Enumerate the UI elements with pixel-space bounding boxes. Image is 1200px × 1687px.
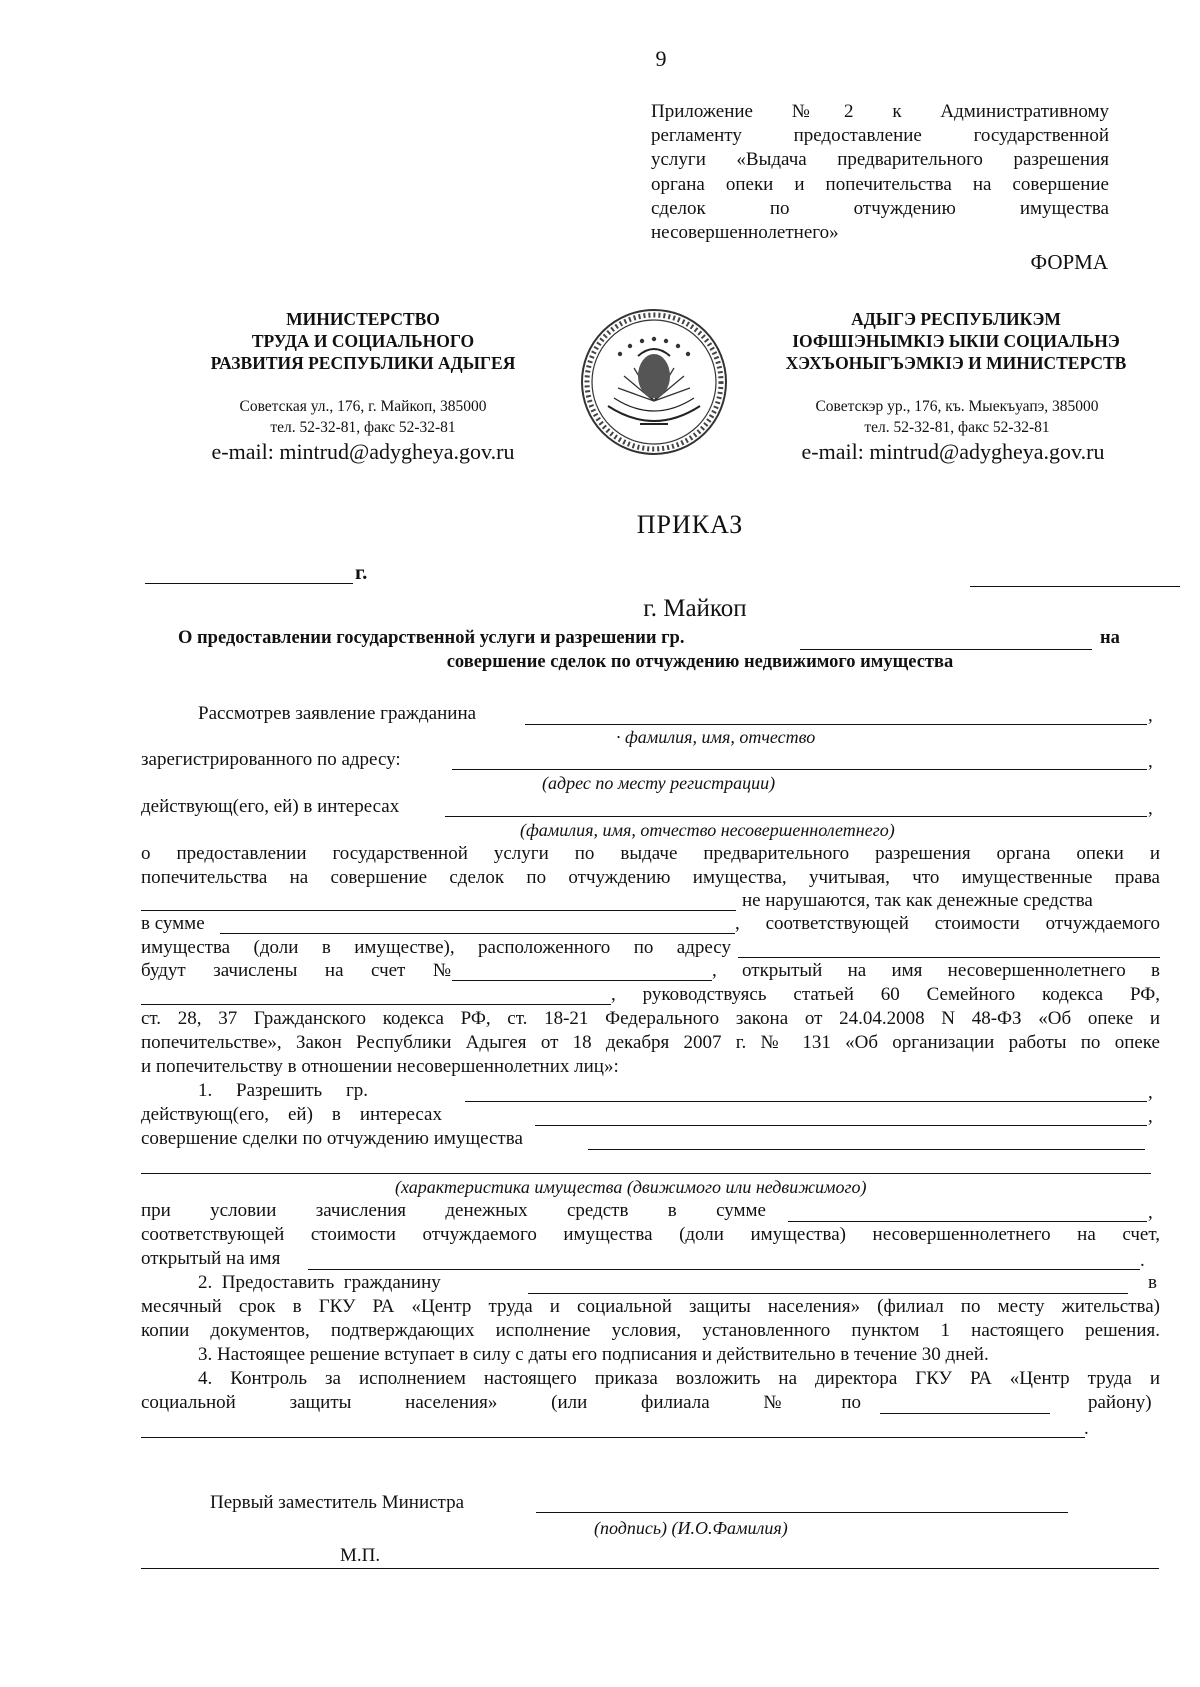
date-suffix: г. [355,560,368,584]
subject-line-2: совершение сделок по отчуждению недвижимого имущества [446,652,954,672]
branch-blank [880,1413,1050,1414]
acting-label: действующ(его, ей) в интересах [141,796,400,817]
account-blank [452,980,712,981]
date-blank-line [145,583,353,584]
appendix-line: сделок по отчуждению имущества [651,197,1109,219]
phone-line: тел. 52-32-81, факс 52-32-81 [270,419,456,436]
hint-address: (адрес по месту регистрации) [542,773,776,793]
period: . [1140,1250,1145,1271]
subject-name-blank [800,649,1092,650]
appendix-line: регламенту предоставление государственной [651,125,1109,147]
bottom-rule [141,1568,1159,1569]
item-2-line: копии документов, подтверждающих исполнение условия, установленного пунктом 1 настоящего решения. [141,1320,1160,1341]
item-2-line: месячный срок в ГКУ РА «Центр труда и социальной защиты населения» (филиал по месту жительства) [141,1296,1160,1317]
body-paragraph-line: попечительстве», Закон Республики Адыгея от 18 декабря 2007 г. № 131 «Об организации работы по опеке [141,1032,1160,1053]
page-number: 9 [655,46,667,71]
hint-fio: · фамилия, имя, отчество [616,727,816,747]
bank-blank [141,1004,611,1005]
ministry-name-line: IОФШIЭНЫМКIЭ ЫКIИ СОЦИАЛЬНЭ [792,331,1120,351]
appendix-line: органа опеки и попечительства на совершение [651,173,1109,195]
item-1-deal: совершение сделки по отчуждению имущества [141,1128,523,1149]
body-paragraph-line: о предоставлении государственной услуги по выдаче предварительного разрешения органа опеки и [141,843,1160,864]
item-2-label: 2. Предоставить гражданину [198,1272,441,1293]
condition-line: открытый на имя [141,1248,281,1269]
sum-blank [220,933,735,934]
property-address-blank [738,957,1160,958]
appendix-line: Приложение №2 к Административному [651,101,1109,122]
subject-line-1-end: на [1100,628,1120,648]
director-blank [141,1437,1085,1438]
city-name: г. Майкоп [643,595,747,622]
item-1-label: 1. Разрешить гр. [198,1080,368,1101]
body-paragraph-line: , открытый на имя несовершеннолетнего в [712,960,1160,981]
body-paragraph-line: и попечительству в отношении несовершеннолетних лиц»: [141,1056,619,1077]
account-holder-blank [308,1269,1140,1270]
comma: , [1148,1106,1153,1127]
subject-line-1: О предоставлении государственной услуги и разрешении гр. [178,628,685,648]
condition-line: соответствующей стоимости отчуждаемого имущества (доли имущества) несовершеннолетнего на счет, [141,1224,1160,1245]
order-number-blank-line [970,586,1180,587]
comma: , [1148,798,1153,819]
signer-role: Первый заместитель Министра [210,1492,465,1513]
ministry-address-russian [158,396,568,438]
period: . [1084,1418,1089,1439]
registered-label: зарегистрированного по адресу: [141,749,401,770]
appendix-line: несовершеннолетнего» [651,222,839,244]
considered-label: Рассмотрев заявление гражданина [198,703,477,724]
sum-label: в сумме [141,913,205,934]
email-left: e-mail: mintrud@adygheya.gov.ru [211,439,515,464]
provide-citizen-blank [528,1293,1128,1294]
permit-citizen-blank [465,1101,1147,1102]
ministry-address-adyghe [752,396,1162,438]
body-paragraph-line: , руководствуясь статьей 60 Семейного кодекса РФ, [611,984,1160,1005]
item-4: 4. Контроль за исполнением настоящего приказа возложить на директора ГКУ РА «Центр труда и [198,1368,1160,1389]
comma: , [1148,751,1153,772]
item-1-acting: действующ(его, ей) в интересах [141,1104,442,1125]
item-4-end: району) [1088,1392,1152,1413]
condition-sum-blank [788,1221,1147,1222]
seal-label: М.П. [340,1545,381,1566]
address-blank [452,769,1147,770]
comma: , [1148,1082,1153,1103]
form-label: ФОРМА [1030,250,1108,274]
comma: , [1148,705,1153,726]
minor-name-blank [445,816,1147,817]
comma: , [1148,1202,1153,1223]
body-paragraph-line: не нарушаются, так как денежные средства [742,890,1093,911]
applicant-name-blank [525,724,1147,725]
account-label: будут зачислены на счет № [141,960,451,981]
body-paragraph-line: имущества (доли в имуществе), расположенного по адресу [141,937,731,958]
property-blank-2 [141,1173,1151,1174]
appendix-line: услуги «Выдача предварительного разрешения [651,149,1109,171]
address-line: Советская ул., 176, г. Майкоп, 385000 [239,398,487,415]
body-paragraph-line: попечительства на совершение сделок по отчуждению имущества, учитывая, что имущественные права [141,867,1160,888]
appendix-note [651,100,1109,245]
property-blank [588,1149,1145,1150]
ministry-name-line: МИНИСТЕРСТВО [286,309,440,329]
ministry-name-line: РАЗВИТИЯ РЕСПУБЛИКИ АДЫГЕЯ [210,353,516,373]
signature-blank [536,1512,1068,1513]
ministry-name-adyghe [730,308,1182,374]
coat-of-arms-icon [578,306,730,458]
signature-hint: (подпись) (И.О.Фамилия) [594,1518,788,1538]
item-2-end: в [1148,1272,1157,1293]
condition-line: при условии зачисления денежных средств в сумме [141,1200,766,1221]
ministry-name-line: ХЭХЪОНЫГЪЭМКIЭ И МИНИСТЕРСТВ [785,353,1127,373]
hint-minor: (фамилия, имя, отчество несовершеннолетнего) [520,820,895,840]
hint-property: (характеристика имущества (движимого или недвижимого) [395,1177,867,1197]
item-3: 3. Настоящее решение вступает в силу с даты его подписания и действительно в течение 30 дней. [198,1344,989,1365]
document-title: ПРИКАЗ [636,510,744,539]
email-right: e-mail: mintrud@adygheya.gov.ru [801,439,1105,464]
body-paragraph-line: ст. 28, 37 Гражданского кодекса РФ, ст. 18-21 Федерального закона от 24.04.2008 N 48-ФЗ «Об опеке и [141,1008,1160,1029]
ministry-name-russian [158,308,568,374]
body-paragraph-line: , соответствующей стоимости отчуждаемого [735,913,1160,934]
ministry-name-line: ТРУДА И СОЦИАЛЬНОГО [251,331,475,351]
phone-line: тел. 52-32-81, факс 52-32-81 [864,419,1050,436]
ministry-name-line: АДЫГЭ РЕСПУБЛИКЭМ [851,309,1061,329]
address-line: Советскэр ур., 176, къ. Мыекъуапэ, 385000 [815,398,1099,415]
permit-minor-blank [535,1125,1147,1126]
rights-blank [141,910,736,911]
item-4-line: социальной защиты населения» (или филиала № по [141,1392,861,1413]
